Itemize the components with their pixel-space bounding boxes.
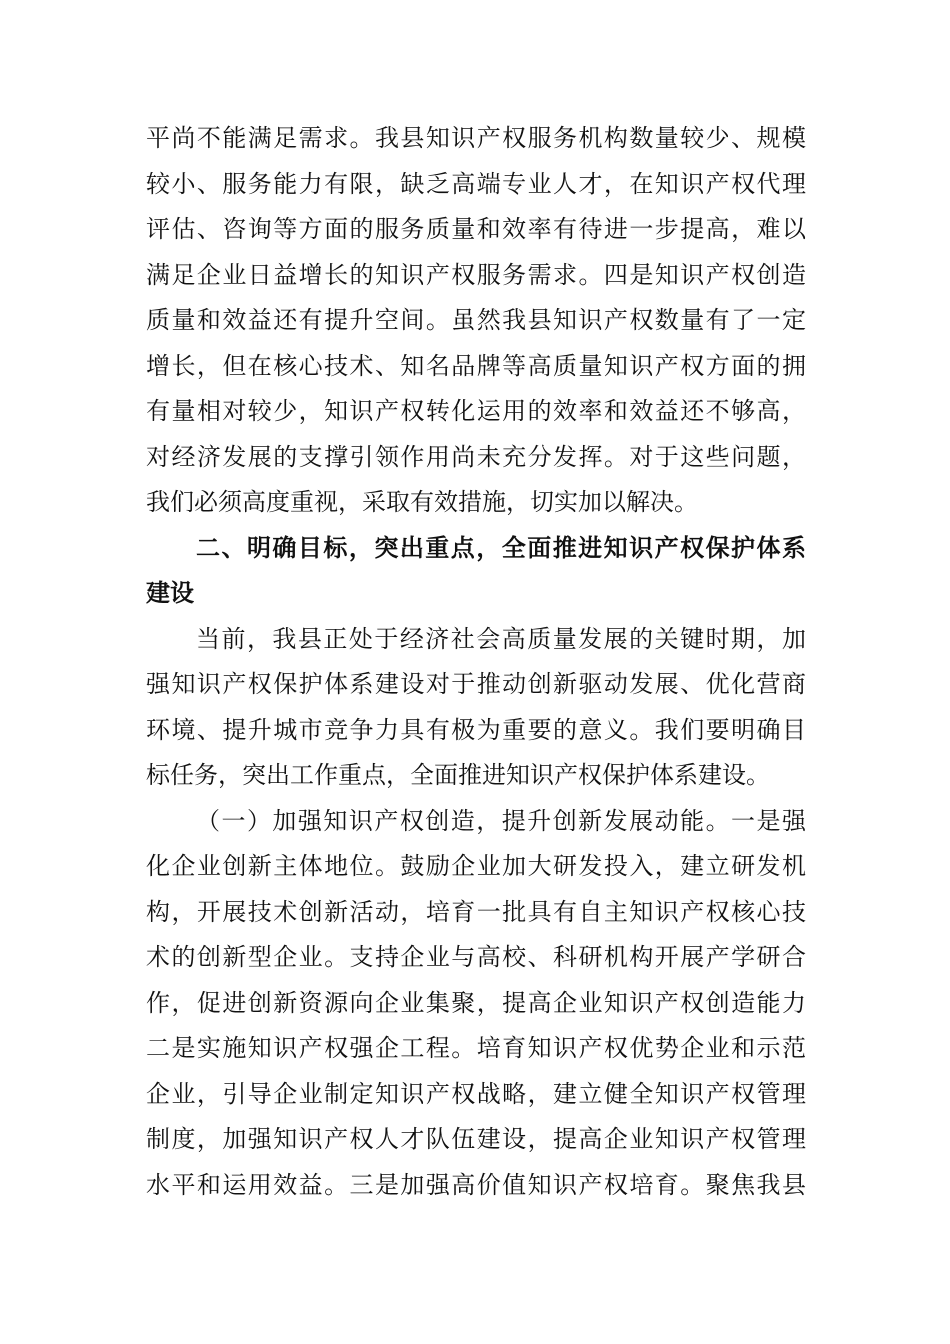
text-line: 有量相对较少，知识产权转化运用的效率和效益还不够高， <box>146 397 806 425</box>
text-line: 当前，我县正处于经济社会高质量发展的关键时期，加 <box>196 624 806 653</box>
text-line: 强知识产权保护体系建设对于推动创新驱动发展、优化营商 <box>146 670 806 698</box>
text-line: 制度，加强知识产权人才队伍建设，提高企业知识产权管理 <box>146 1125 806 1153</box>
text-line: 作，促进创新资源向企业集聚，提高企业知识产权创造能力 <box>146 988 806 1017</box>
text-line: 标任务，突出工作重点，全面推进知识产权保护体系建设。 <box>146 761 770 789</box>
text-line: 对经济发展的支撑引领作用尚未充分发挥。对于这些问题， <box>146 442 806 471</box>
text-line: 环境、提升城市竞争力具有极为重要的意义。我们要明确目 <box>146 715 806 744</box>
text-line: 质量和效益还有提升空间。虽然我县知识产权数量有了一定 <box>146 306 806 334</box>
text-line: 化企业创新主体地位。鼓励企业加大研发投入，建立研发机 <box>146 852 806 880</box>
text-line: 水平和运用效益。三是加强高价值知识产权培育。聚焦我县 <box>146 1170 806 1199</box>
text-line: 较小、服务能力有限，缺乏高端专业人才，在知识产权代理 <box>146 169 806 198</box>
section-heading-line: 建设 <box>146 579 194 607</box>
text-line: 评估、咨询等方面的服务质量和效率有待进一步提高，难以 <box>146 215 806 243</box>
text-line: 我们必须高度重视，采取有效措施，切实加以解决。 <box>146 488 698 516</box>
subsection-line: （一）加强知识产权创造，提升创新发展动能。一是强 <box>196 806 806 835</box>
text-line: 术的创新型企业。支持企业与高校、科研机构开展产学研合 <box>146 943 806 971</box>
text-line: 二是实施知识产权强企工程。培育知识产权优势企业和示范 <box>146 1034 806 1062</box>
text-line: 满足企业日益增长的知识产权服务需求。四是知识产权创造 <box>146 260 806 289</box>
text-line: 平尚不能满足需求。我县知识产权服务机构数量较少、规模 <box>146 124 806 152</box>
text-line: 企业，引导企业制定知识产权战略，建立健全知识产权管理 <box>146 1079 806 1108</box>
section-heading-line: 二、明确目标，突出重点，全面推进知识产权保护体系 <box>196 533 806 562</box>
text-line: 构，开展技术创新活动，培育一批具有自主知识产权核心技 <box>146 897 806 926</box>
document-body <box>146 116 806 1208</box>
text-line: 增长，但在核心技术、知名品牌等高质量知识产权方面的拥 <box>146 351 806 380</box>
